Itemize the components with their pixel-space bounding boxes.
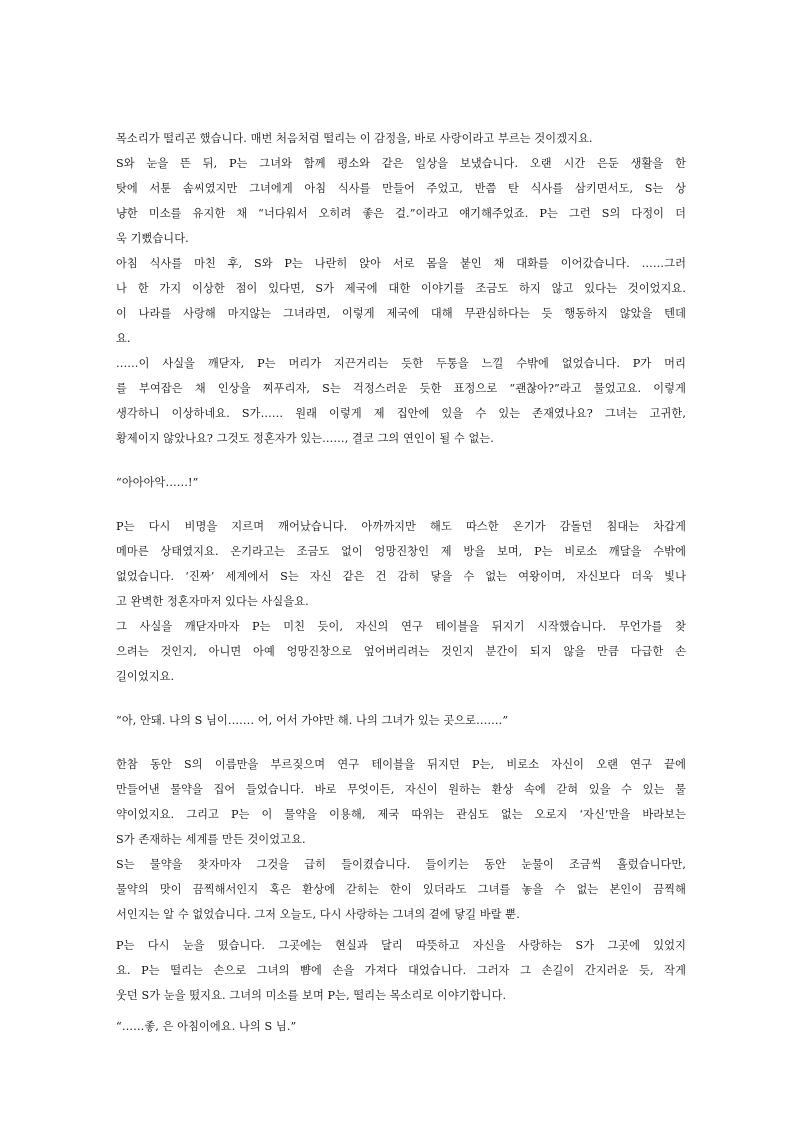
- text-line: 요.: [116, 332, 131, 345]
- paragraph-gap: [116, 451, 686, 470]
- paragraph-gap: [116, 733, 686, 752]
- text-line: “아, 안돼. 나의 S 님이……. 어, 어서 가야만 해. 나의 그녀가 있는 곳으로…….”: [116, 714, 509, 727]
- text-line: 목소리가 떨리곤 했습니다. 매번 처음처럼 떨리는 이 감정을, 바로 사랑이라고 부르는 것이겠지요.: [116, 132, 593, 145]
- text-line: 물약의 맛이 끔찍해서인지 혹은 환상에 갇히는 한이 있더라도 그녀를 놓을 수 없는 본인이 끔찍해: [116, 883, 686, 896]
- text-line: 서인지는 알 수 없었습니다. 그저 오늘도, 다시 사랑하는 그녀의 곁에 닿길 바랄 뿐.: [116, 908, 520, 921]
- text-line: 냥한 미소를 유지한 채 “너다워서 오히려 좋은 걸.”이라고 얘기해주었죠. P는 그런 S의 다정이 더: [116, 207, 686, 220]
- text-line: 욱 기뻤습니다.: [116, 232, 189, 245]
- text-line: 아침 식사를 마친 후, S와 P는 나란히 앉아 서로 몸을 붙인 채 대화를 이어갔습니다. ……그러: [116, 257, 686, 270]
- text-line: 고 완벽한 정혼자마저 있다는 사실을요.: [116, 595, 309, 608]
- text-line: S가 존재하는 세계를 만든 것이었고요.: [116, 833, 306, 846]
- text-line: 약이었지요. 그리고 P는 이 물약을 이용해, 제국 따위는 관심도 없는 오로지 ‘자신’만을 바라보는: [116, 808, 686, 821]
- text-line: ……이 사실을 깨닫자, P는 머리가 지끈거리는 듯한 두통을 느낄 수밖에 없었습니다. P가 머리: [116, 357, 686, 370]
- text-line: 를 부여잡은 채 인상을 찌푸리자, S는 걱정스러운 듯한 표정으로 “괜찮아?”라고 물었고요. 이렇게: [116, 382, 686, 395]
- text-line: 없었습니다. ‘진짜’ 세계에서 S는 자신 같은 건 감히 닿을 수 없는 여왕이며, 자신보다 더욱 빛나: [116, 570, 686, 583]
- text-line: 그 사실을 깨닫자마자 P는 미친 듯이, 자신의 연구 테이블을 뒤지기 시작했습니다. 무언가를 찾: [116, 620, 686, 633]
- text-line: “아아아악……!”: [116, 476, 199, 489]
- text-line: 으려는 것인지, 아니면 아예 엉망진창으로 엎어버리려는 것인지 분간이 되지 않을 만큼 다급한 손: [116, 645, 686, 658]
- text-line: 메마른 상태였지요. 온기라고는 조금도 없이 엉망진창인 제 방을 보며, P는 비로소 깨달을 수밖에: [116, 545, 686, 558]
- text-line: 웃던 S가 눈을 떴지요. 그녀의 미소를 보며 P는, 떨리는 목소리로 이야기합니다.: [116, 989, 507, 1002]
- paragraph-gap: [116, 495, 686, 514]
- text-line: 황제이지 않았나요? 그것도 정혼자가 있는……, 결코 그의 연인이 될 수 없는.: [116, 432, 494, 445]
- text-line: 이 나라를 사랑해 마지않는 그녀라면, 이렇게 제국에 대해 무관심하다는 듯 행동하지 않았을 텐데: [116, 307, 686, 320]
- text-line: 한참 동안 S의 이름만을 부르짖으며 연구 테이블을 뒤지던 P는, 비로소 자신이 오랜 연구 끝에: [116, 758, 686, 771]
- text-line: 생각하니 이상하네요. S가…… 원래 이렇게 제 집안에 있을 수 있는 존재였나요? 그녀는 고귀한,: [116, 407, 686, 420]
- text-line: P는 다시 눈을 떴습니다. 그곳에는 현실과 달리 따뜻하고 자신을 사랑하는 S가 그곳에 있었지: [116, 939, 686, 952]
- text-line: S는 물약을 찾자마자 그것을 급히 들이켰습니다. 들이키는 동안 눈물이 조금씩 흘렀습니다만,: [116, 858, 686, 871]
- text-line: 탓에 서툰 솜씨였지만 그녀에게 아침 식사를 만들어 주었고, 반쯤 탄 식사를 삼키면서도, S는 상: [116, 182, 686, 195]
- text-line: S와 눈을 뜬 뒤, P는 그녀와 함께 평소와 같은 일상을 보냈습니다. 오랜 시간 은둔 생활을 한: [116, 157, 686, 170]
- text-line: “……좋, 은 아침이에요. 나의 S 님.”: [116, 1020, 297, 1033]
- text-line: 만들어낸 물약을 집어 들었습니다. 바로 무엇이든, 자신이 원하는 환상 속에 갇혀 있을 수 있는 물: [116, 783, 686, 796]
- text-line: 요. P는 떨리는 손으로 그녀의 뺨에 손을 가져다 대었습니다. 그러자 그 손길이 간지러운 듯, 작게: [116, 964, 686, 977]
- text-line: 나 한 가지 이상한 점이 있다면, S가 제국에 대한 이야기를 조금도 하지 않고 있다는 것이었지요.: [116, 282, 686, 295]
- text-line: 길이었지요.: [116, 670, 175, 683]
- text-line: P는 다시 비명을 지르며 깨어났습니다. 아까까지만 해도 따스한 온기가 감돌던 침대는 차갑게: [116, 520, 686, 533]
- paragraph-gap: [116, 689, 686, 708]
- document-page: [116, 126, 686, 1039]
